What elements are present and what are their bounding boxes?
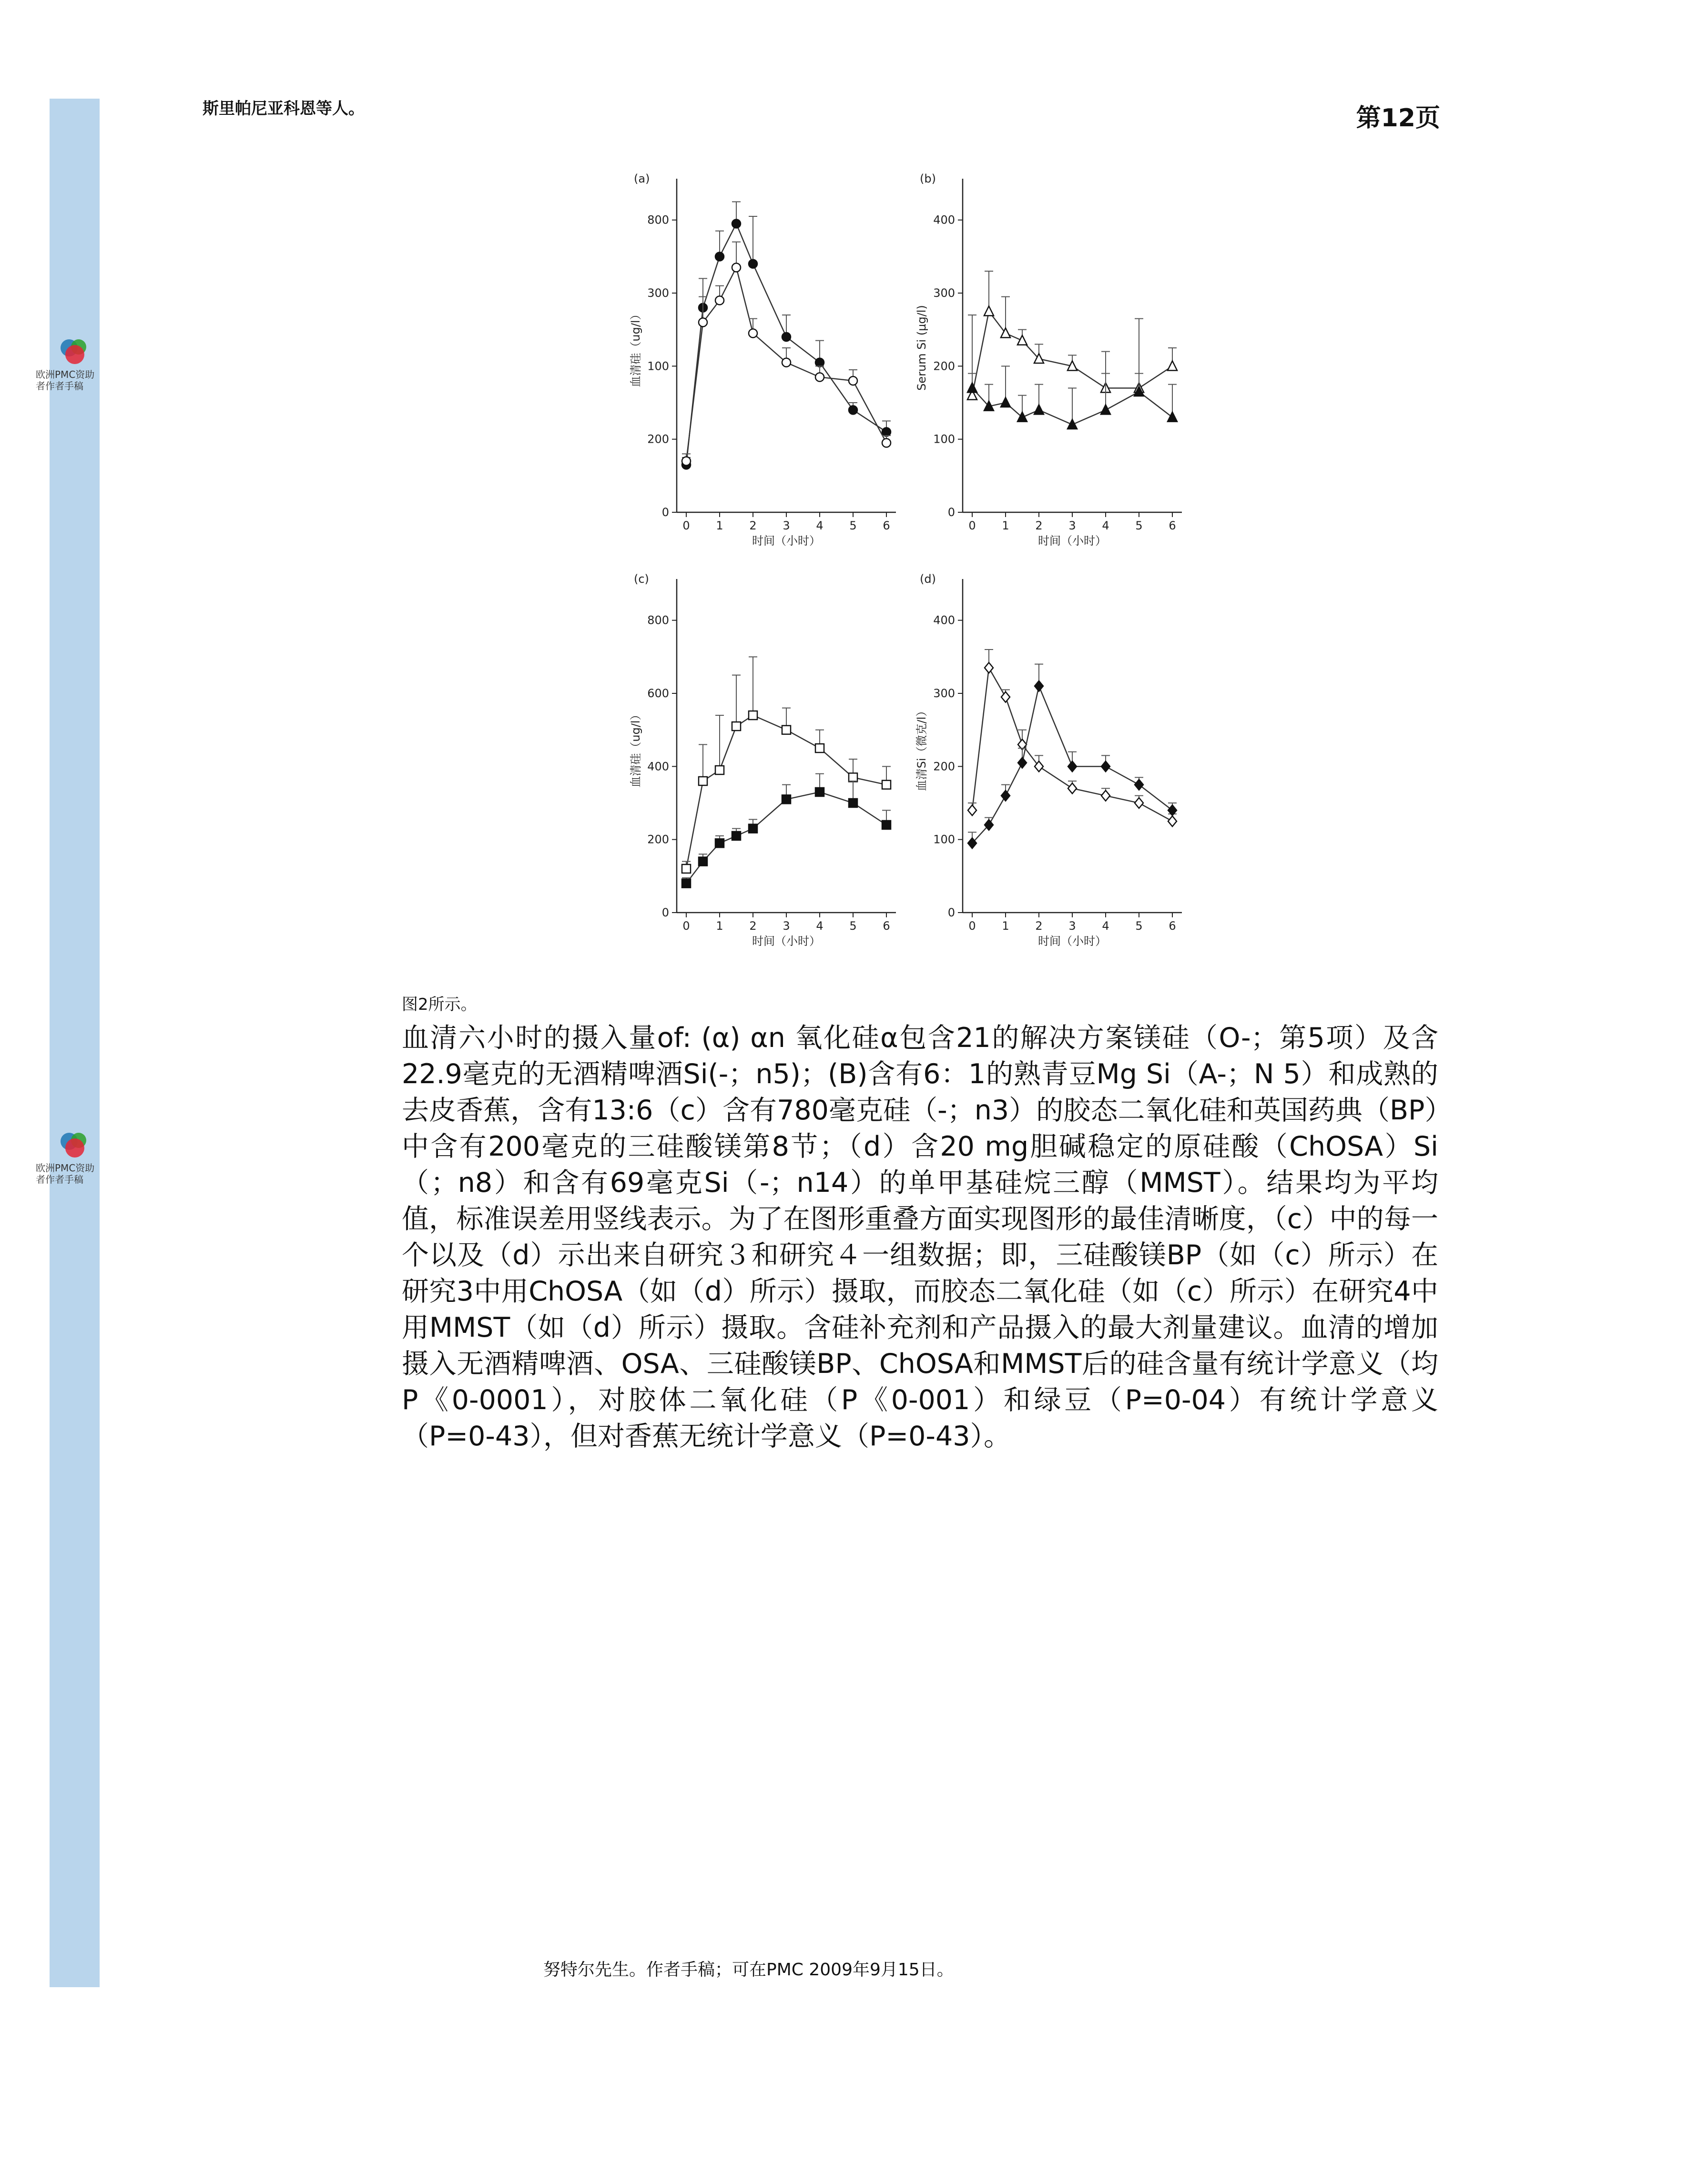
y-tick-label: 200	[933, 760, 955, 773]
data-point	[1068, 783, 1077, 793]
data-point	[782, 333, 791, 341]
y-tick-label: 0	[947, 906, 955, 919]
data-point	[1001, 692, 1010, 702]
chart-panel-c	[615, 569, 910, 965]
chart-panel-b	[901, 169, 1196, 565]
x-tick-label: 4	[1102, 519, 1109, 532]
y-tick-label: 100	[933, 833, 955, 846]
x-tick-label: 3	[783, 919, 790, 933]
running-header-authors: 斯里帕尼亚科恩等人。	[203, 99, 365, 118]
data-point	[682, 864, 691, 873]
page-footer: 努特尔先生。作者手稿；可在PMC 2009年9月15日。	[543, 1960, 954, 1980]
x-tick-label: 0	[968, 919, 976, 933]
x-tick-label: 1	[716, 519, 723, 532]
y-tick-label: 200	[647, 432, 669, 446]
data-point	[1018, 758, 1027, 768]
data-point	[1168, 412, 1177, 422]
data-point	[732, 832, 741, 840]
panel-label: (d)	[920, 572, 936, 586]
y-tick-label: 600	[647, 687, 669, 700]
x-tick-label: 1	[716, 919, 723, 933]
chart-panel-d	[901, 569, 1196, 965]
data-point	[782, 726, 791, 734]
y-axis-label: 血清硅（ug/l）	[629, 709, 642, 788]
data-point	[749, 329, 757, 337]
data-point	[699, 857, 707, 866]
data-point	[1101, 405, 1110, 414]
x-tick-label: 6	[883, 519, 890, 532]
x-axis-label: 时间（小时）	[1038, 534, 1107, 548]
panel-label: (a)	[634, 172, 650, 185]
pmc-badge-text: 欧洲PMC资助者作者手稿	[36, 1162, 95, 1185]
y-axis-label: Serum Si (μg/l)	[915, 305, 928, 391]
y-tick-label: 100	[647, 359, 669, 373]
data-point	[1168, 361, 1177, 370]
y-axis-label: 血清硅（ug/l）	[629, 308, 642, 387]
data-point	[715, 766, 724, 774]
data-point	[749, 260, 757, 268]
y-tick-label: 400	[933, 213, 955, 227]
data-point	[984, 306, 994, 315]
y-tick-label: 300	[933, 286, 955, 300]
data-point	[1101, 791, 1110, 801]
y-tick-label: 800	[647, 213, 669, 227]
x-axis-label: 时间（小时）	[752, 935, 821, 948]
x-tick-label: 1	[1002, 919, 1009, 933]
x-tick-label: 5	[849, 919, 857, 933]
y-tick-label: 200	[647, 833, 669, 846]
data-point	[682, 879, 691, 888]
data-point	[1017, 412, 1027, 422]
data-point	[849, 773, 857, 782]
figure-label: 图2所示。	[402, 995, 477, 1014]
x-tick-label: 4	[816, 519, 824, 532]
panel-label: (b)	[920, 172, 936, 185]
data-point	[749, 711, 757, 720]
x-tick-label: 0	[968, 519, 976, 532]
data-point	[815, 788, 824, 796]
data-point	[815, 358, 824, 367]
y-tick-label: 800	[647, 613, 669, 627]
y-tick-label: 400	[647, 760, 669, 773]
y-tick-label: 200	[933, 359, 955, 373]
pmc-funder-badge	[36, 1127, 107, 1185]
y-tick-label: 400	[933, 613, 955, 627]
data-point	[782, 358, 791, 367]
data-point	[882, 427, 891, 436]
pmc-funder-badge	[36, 334, 107, 392]
y-tick-label: 0	[661, 506, 669, 519]
data-point	[849, 376, 857, 385]
page-number: 第12页	[1356, 104, 1440, 132]
y-tick-label: 300	[647, 286, 669, 300]
x-tick-label: 3	[783, 519, 790, 532]
data-point	[882, 781, 891, 789]
data-point	[1034, 405, 1044, 414]
data-point	[1068, 761, 1077, 772]
data-point	[1168, 816, 1177, 826]
series-line	[972, 668, 1172, 821]
pmc-logo-icon	[55, 334, 93, 367]
data-point	[782, 795, 791, 803]
data-point	[1068, 419, 1077, 429]
data-point	[985, 662, 993, 673]
x-tick-label: 6	[1169, 919, 1176, 933]
x-tick-label: 4	[1102, 919, 1109, 933]
data-point	[732, 722, 741, 731]
y-tick-label: 0	[947, 506, 955, 519]
data-point	[1001, 791, 1010, 801]
panel-label: (c)	[634, 572, 649, 586]
data-point	[715, 296, 724, 305]
data-point	[882, 821, 891, 829]
data-point	[815, 373, 824, 381]
x-tick-label: 5	[849, 519, 857, 532]
x-axis-label: 时间（小时）	[1038, 935, 1107, 948]
x-tick-label: 6	[1169, 519, 1176, 532]
data-point	[1001, 397, 1010, 407]
x-axis-label: 时间（小时）	[752, 534, 821, 548]
data-point	[1135, 780, 1143, 790]
x-tick-label: 4	[816, 919, 824, 933]
data-point	[699, 318, 707, 326]
data-point	[849, 406, 857, 414]
x-tick-label: 3	[1068, 519, 1076, 532]
data-point	[849, 799, 857, 807]
x-tick-label: 2	[1035, 919, 1043, 933]
x-tick-label: 1	[1002, 519, 1009, 532]
x-tick-label: 2	[749, 519, 757, 532]
data-point	[1035, 681, 1043, 691]
data-point	[715, 252, 724, 261]
figure-caption: 血清六小时的摄入量of: (α) αn 氧化硅α包含21的解决方案镁硅（O-；第5项）及含22.9毫克的无酒精啤酒Si(-；n5)；(B)含有6：1的熟青豆Mg Si（A-；N 5）和成熟的去皮香蕉，含有13:6（c）含有780毫克硅（-；n3）的胶态二氧化硅和英国药典（BP）中含有200毫克的三硅酸镁第8节；（d）含20 mg胆碱稳定的原硅酸（ChOSA）Si（；n8）和含有69毫克Si（-；n14）的单甲基硅烷三醇（MMST）。结果均为平均值，标准误差用竖线表示。为了在图形重叠方面实现图形的最佳清晰度，（c）中的每一个以及（d）示出来自研究３和研究４一组数据；即，三硅酸镁BP（如（c）所示）在研究3中用ChOSA（如（d）所示）摄取，而胶态二氧化硅（如（c）所示）在研究4中用MMST（如（d）所示）摄取。含硅补充剂和产品摄入的最大剂量建议。血清的增加摄入无酒精啤酒、OSA、三硅酸镁BP、ChOSA和MMST后的硅含量有统计学意义（均P《0-0001），对胶体二氧化硅（P《0-001）和绿豆（P=0-04）有统计学意义（P=0-43），但对香蕉无统计学意义（P=0-43）。	[402, 1022, 1438, 1452]
x-tick-label: 0	[682, 519, 690, 532]
data-point	[1135, 798, 1143, 808]
y-tick-label: 300	[933, 687, 955, 700]
y-tick-label: 100	[933, 432, 955, 446]
figure-2	[615, 169, 1215, 970]
data-point	[715, 839, 724, 847]
data-point	[732, 263, 741, 272]
x-tick-label: 5	[1135, 919, 1143, 933]
data-point	[968, 805, 976, 815]
x-tick-label: 6	[883, 919, 890, 933]
x-tick-label: 2	[749, 919, 757, 933]
data-point	[732, 219, 741, 228]
chart-panel-a	[615, 169, 910, 565]
x-tick-label: 3	[1068, 919, 1076, 933]
x-tick-label: 5	[1135, 519, 1143, 532]
data-point	[882, 438, 891, 447]
x-tick-label: 2	[1035, 519, 1043, 532]
data-point	[815, 744, 824, 752]
data-point	[682, 457, 691, 466]
series-line	[972, 311, 1172, 395]
y-tick-label: 0	[661, 906, 669, 919]
pmc-badge-text: 欧洲PMC资助者作者手稿	[36, 369, 95, 392]
pmc-logo-icon	[55, 1127, 93, 1160]
data-point	[749, 824, 757, 833]
y-axis-label: 血清Si（微克/l）	[915, 705, 928, 792]
data-point	[967, 383, 977, 392]
data-point	[1101, 761, 1110, 772]
x-tick-label: 0	[682, 919, 690, 933]
data-point	[699, 777, 707, 785]
data-point	[1017, 335, 1027, 345]
